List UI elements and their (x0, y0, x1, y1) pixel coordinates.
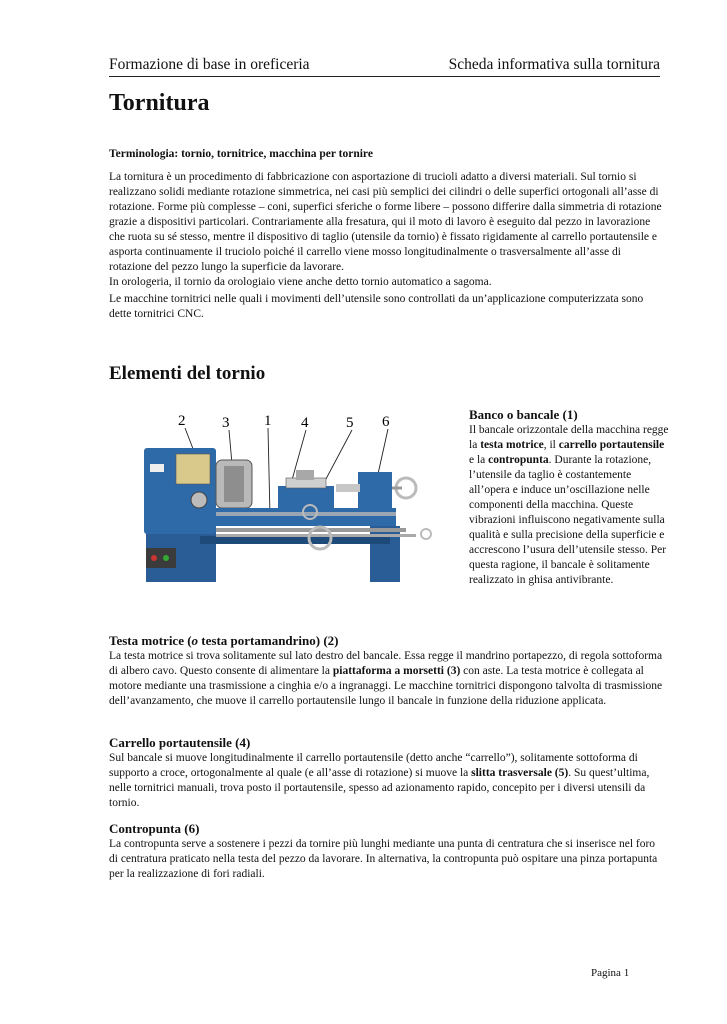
page-number: Pagina 1 (591, 967, 630, 979)
figure-label: 5 (346, 415, 354, 431)
testa-bold-1: piattaforma a morsetti (3) (332, 665, 461, 677)
page-header (109, 54, 660, 77)
banco-text-4: . Durante la rotazione, l’utensile da taglio è costantemente all’opera e induce un’oscillazione nelle componenti della macchina. Queste vibrazioni influiscono negativamente sulla qualità e sulla precisione della superficie e accrescono l’usura dell’utensile stesso. Per questa ragione, il bancale è solitamente realizzato in ghisa antivibrante. (469, 454, 667, 586)
figure-label: 4 (301, 415, 309, 431)
banco-section (469, 407, 669, 588)
banco-bold-1: testa motrice (480, 439, 544, 451)
testa-section (109, 633, 665, 709)
contropunta-text: La contropunta serve a sostenere i pezzi da tornire più lunghi mediante una punta di centratura che si inserisce nel foro di centratura praticato nella testa del pezzo da lavorare. In alternativa, la contropunta può ospitare una pinza portapunta per la realizzazione di fori radiali. (109, 838, 658, 880)
testa-title (109, 633, 665, 649)
figure-label: 1 (264, 413, 272, 429)
testa-title-b: testa portamandrino) (2) (198, 633, 339, 648)
banco-bold-3: contropunta (488, 454, 549, 466)
header-left: Formazione di base in oreficeria (109, 56, 310, 73)
banco-text-3: e la (469, 454, 489, 466)
testa-text-1: La testa motrice si trova solitamente sul lato destro del bancale. Essa regge il mandrino portapezzo, di regola sottoforma di albero cavo. Questo consente di alimentare la (109, 650, 663, 677)
carrello-text-2: . Su quest’ultima, nelle tornitrici manuali, trova posto il portautensile, spesso ad azionamento rapido, concepito per i diversi utensili da tornio. (109, 767, 650, 809)
elements-heading: Elementi del tornio (109, 363, 266, 384)
figure-label: 3 (222, 415, 230, 431)
tailstock (358, 472, 392, 512)
testa-title-italic: o (191, 633, 199, 648)
carriage (278, 486, 334, 512)
banco-bold-2: carrello portautensile (558, 439, 665, 451)
contropunta-section (109, 821, 665, 882)
banco-text (469, 423, 669, 588)
testa-text (109, 649, 665, 709)
carrello-title: Carrello portautensile (4) (109, 735, 251, 750)
lathe-figure (140, 408, 440, 586)
figure-label: 6 (382, 414, 390, 430)
header-right: Scheda informativa sulla tornitura (448, 56, 660, 73)
intro-paragraph-2: In orologeria, il tornio da orologiaio viene anche detto tornio automatico a sagoma. (109, 276, 492, 288)
carrello-section (109, 735, 665, 811)
carrello-text (109, 751, 665, 811)
testa-title-a: Testa motrice ( (109, 633, 192, 648)
carrello-text-1: Sul bancale si muove longitudinalmente il carrello portautensile (detto anche “carrello”), solitamente sottoforma di supporto a croce, ortogonalmente al quale (e all’asse di rotazione) si muove la (109, 752, 638, 779)
carrello-bold-1: slitta trasversale (5) (471, 767, 569, 779)
intro-paragraph-1: La tornitura è un procedimento di fabbricazione con asportazione di trucioli adatto a diversi materiali. Sul tornio si realizzano solidi mediante rotazione simmetrica, nei casi più semplici dei cilindri o delle superfici ortogonali all’asse di rotazione. Forme più complesse – coni, superfici sferiche o forme libere – possono differire dalla simmetria di rotazione grazie a dispositivi particolari. Contrariamente alla fresatura, qui il moto di lavoro è eseguito dal pezzo in lavorazione che ruota su sé stesso, mentre il dispositivo di taglio (utensile da tornio) è fissato rigidamente al carrello portautensile e asporta continuamente il truciolo poiché il carrello viene mosso longitudinalmente o trasversalmente all’asse di rotazione del pezzo lungo la superficie da lavorare. (109, 171, 662, 273)
terminology-line: Terminologia: tornio, tornitrice, macchina per tornire (109, 148, 373, 160)
testa-text-2: con aste. La testa motrice è collegata al motore mediante una trasmissione a cinghia e/o a ingranaggi. Le macchine tornitrici dispongono talvolta di trasmissione dell’avanzamento, che muove il carrello portautensile lungo il bancale in funzione della riduzione applicata. (109, 665, 663, 707)
banco-title: Banco o bancale (1) (469, 407, 578, 422)
banco-text-1: Il bancale orizzontale della macchina regge la (469, 424, 669, 451)
contropunta-title: Contropunta (6) (109, 821, 200, 836)
figure-label: 2 (178, 413, 186, 429)
page-title: Tornitura (109, 90, 210, 116)
banco-text-2: , il (543, 439, 559, 451)
intro-paragraph-3: Le macchine tornitrici nelle quali i movimenti dell’utensile sono controllati da un’applicazione computerizzata sono dette tornitrici CNC. (109, 293, 644, 320)
